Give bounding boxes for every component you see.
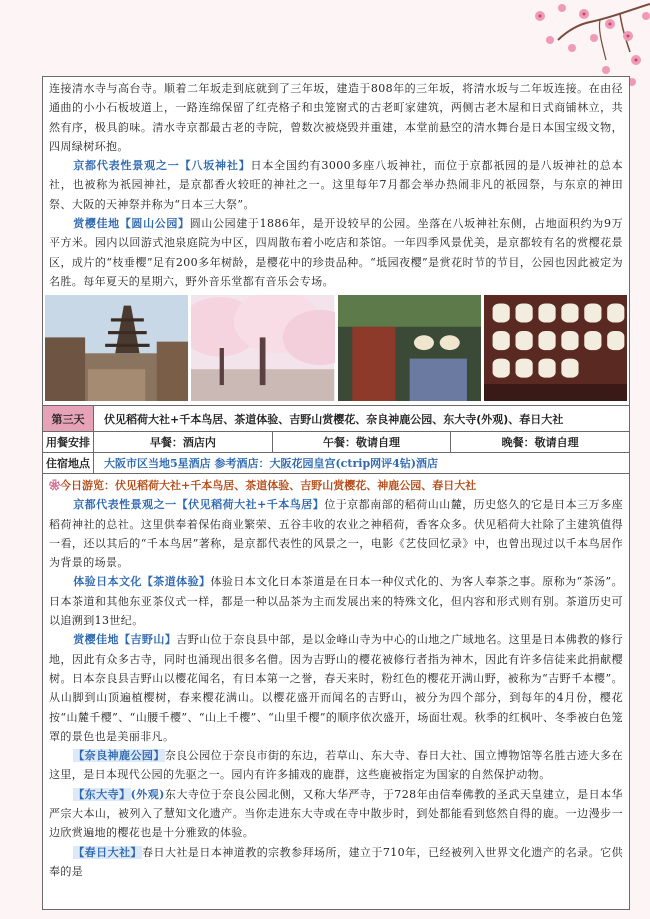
yasaka-text: 日本全国约有3000多座八坂神社，而位于京都祇园的是八坂神社的总本社，也被称为祇园神社，是京都香火较旺的神社之一。这里每年7月都会举办热闹非凡的祇园祭，与东京的神田祭、大阪的天神祭并称为“日本三大祭”。 [49,159,623,211]
fushimi-paragraph [43,495,629,572]
kasuga-text: 春日大社是日本神道教的宗教参拜场所，建立于710年，已经被列入世界文化遗产的名录。它供奉的是 [49,845,623,878]
yoshino-text: 吉野山位于奈良县中部，是以金峰山寺为中心的山地之广域地名。这里是日本佛教的修行地，因此有众多古寺，同时也涌现出很多名僧。因为吉野山的樱花被修行者指为神木，因此有许多信徒来此捐献樱树。日本奈良县吉野山以樱花闻名，有日本第一之誉，春天来时，粉红色的樱花开满山野，被称为“吉野千本樱”。从山脚到山顶遍植樱树，春来樱花满山。以樱花盛开而闻名的吉野山，被分为四个部分，到每年的4月份，樱花按“山麓千樱”、“山腰千樱”、“山上千樱”、“山里千樱”的顺序依次盛开，场面壮观。秋季的红枫叶、冬季被白色笼罩的景色也是美丽非凡。 [49,633,623,743]
todaiji-text: 东大寺位于奈良公园北侧，又称大华严寺，于728年由信奉佛教的圣武天皇建立，是日本华严宗大本山，被列入了慧知文化遗产。当你走进东大寺或在寺中散步时，到处都能看到悠然自得的鹿。一边漫步一边欣赏遍地的樱花也是十分雅致的体验。 [49,787,624,840]
yasaka-heading: 京都代表性景观之一【八坂神社】 [73,159,251,173]
photo-strip [43,295,629,401]
todaiji-note: (外观) [130,787,165,801]
nara-paragraph [43,746,629,785]
nara-text: 奈良公园位于奈良市街的东边，若草山、东大寺、春日大社、国立博物馆等名胜古迹大多在这里，是日本现代公园的先驱之一。园内有许多捕戏的鹿群，这些鹿被指定为国家的自然保护动物。 [49,749,624,782]
photo-sakura-park [191,295,334,401]
maruyama-text: 圆山公园建于1886年，是开设较早的公园。坐落在八坂神社东侧，占地面积约为9万平方米。园内以回游式池泉庭院为中区，四周散布着小吃店和茶馆。一年四季风景优美，是京都较有名的赏樱花景区，成片的“枝垂樱”足有200多年树龄，是樱花中的珍贵品种。“坻园夜樱”是赏花时节的节目，公园也因此被定为名胜。每年夏天的星期六，野外音乐堂都有音乐会专场。 [49,217,624,288]
hotel-row [43,452,629,474]
meal-label: 用餐安排 [43,432,94,452]
today-summary [43,474,629,495]
maruyama-paragraph [43,214,629,291]
lunch-cell: 午餐：敬请自理 [273,432,452,452]
photo-paper-lanterns [484,295,627,401]
day-title: 伏见稻荷大社+千本鸟居、茶道体验、吉野山赏樱花、奈良神鹿公园、东大寺(外观)、春日大社 [104,412,564,426]
intro-paragraph: 连接清水寺与高台寺。顺着二年坂走到底就到了三年坂，建造于808年的三年坂，将清水坂与二年坂连接。在由径通曲的小小石板坡道上，一路连绵保留了红壳格子和虫笼窗式的古老町家建筑，两侧古老木屋和日式商铺林立，共然有序，极具韵味。清水寺京都最古老的寺院，曾数次被烧毁并重建，本堂前悬空的清水舞台是日本国宝级文物，四周绿树环抱。 [49,82,623,153]
day-label: 第三天 [43,406,94,431]
yoshino-heading: 赏樱佳地【吉野山】 [73,633,177,647]
todaiji-heading: 【东大寺】 [73,787,131,801]
nara-heading: 【奈良神鹿公园】 [73,749,165,763]
today-text: 今日游览：伏见稻荷大社+千本鸟居、茶道体验、吉野山赏樱花、神鹿公园、春日大社 [60,479,477,493]
breakfast-cell: 早餐：酒店内 [94,432,273,452]
itinerary-sheet [42,76,630,910]
hotel-label: 住宿地点 [43,453,94,473]
kasuga-paragraph [43,843,629,882]
todaiji-paragraph [43,785,629,843]
tea-text: 体验日本文化日本茶道是在日本一种仪式化的、为客人奉茶之事。原称为“茶汤”。日本茶道和其他东亚茶仪式一样，都是一种以品茶为主而发展出来的特殊文化，但内容和形式则有别。茶道历史可以追溯到13世纪。 [49,575,623,628]
fushimi-heading: 京都代表性景观之一【伏见稻荷大社+千本鸟居】 [73,498,325,512]
dinner-cell: 晚餐：敬请自理 [501,436,579,450]
kasuga-heading: 【春日大社】 [73,845,143,859]
flower-icon: ❀ [49,479,60,493]
yasaka-paragraph [43,156,629,214]
tea-heading: 体验日本文化【茶道体验】 [73,575,211,589]
yoshino-paragraph [43,630,629,746]
photo-pagoda-street [45,295,188,401]
day-header-row [43,405,629,431]
fushimi-text: 位于京都南部的稻荷山山麓，历史悠久的它是日本三万多座稻荷神社的总社。这里供奉着保佑商业繁荣、五谷丰收的农业之神稻荷，香客众多。伏见稻荷大社除了主建筑值得一看，还以其后的“千本鸟居”著称，是京都代表性的风景之一，电影《艺伎回忆录》中，也曾出现过以千本鸟居作为背景的场景。 [49,498,623,570]
meal-row [43,431,629,452]
photo-shrine-lanterns [338,295,481,401]
maruyama-heading: 赏樱佳地【圆山公园】 [73,217,190,231]
hotel-value: 大阪市区当地5星酒店 参考酒店：大阪花园皇宫(ctrip网评4钻)酒店 [104,457,438,471]
tea-paragraph [43,572,629,630]
